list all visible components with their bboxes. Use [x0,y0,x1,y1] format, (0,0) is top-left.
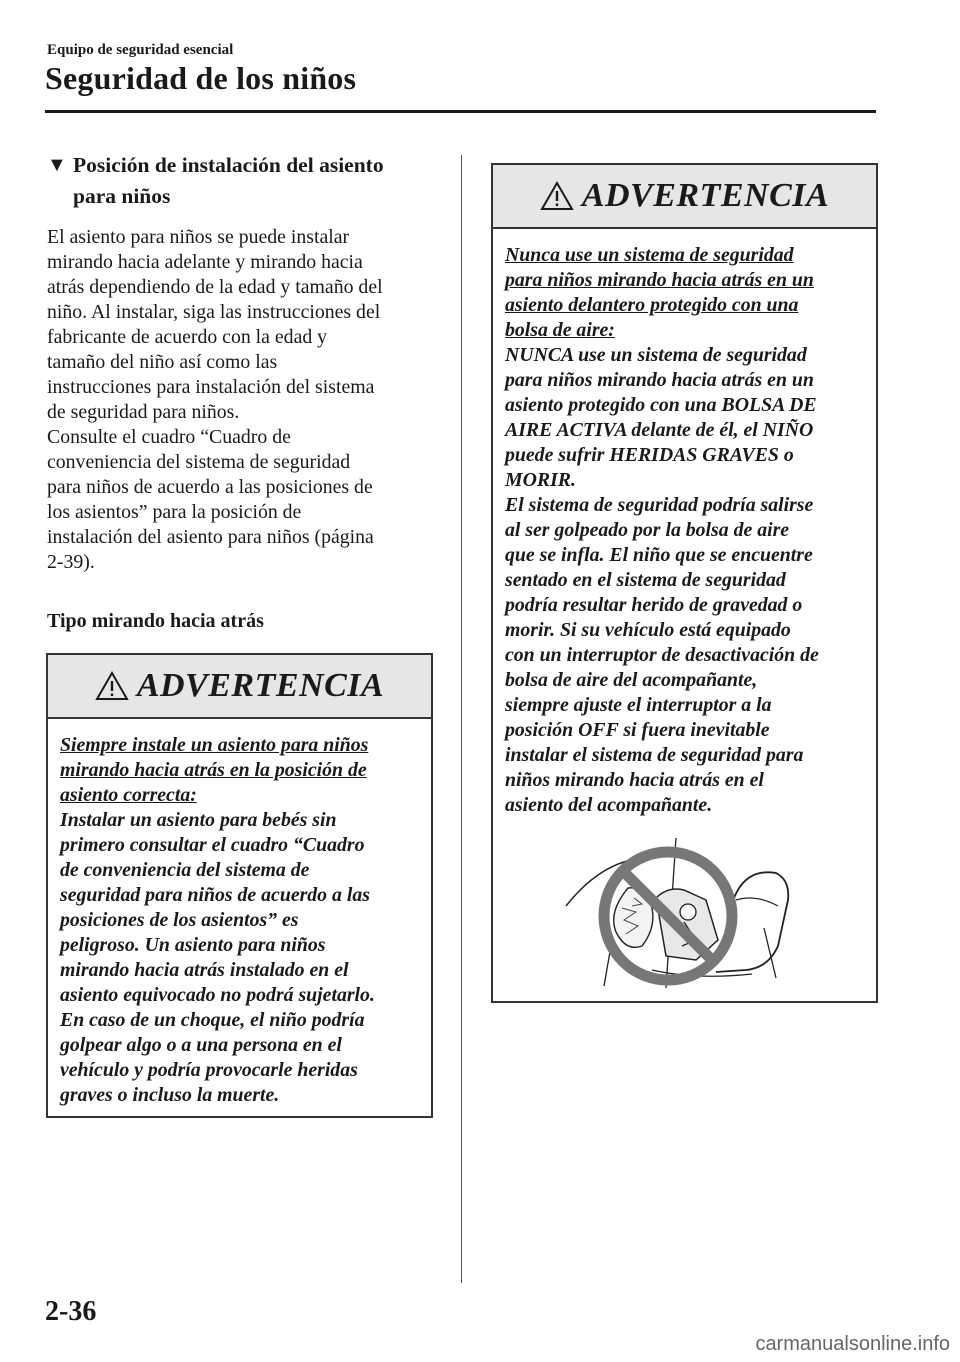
warning-triangle-icon [95,671,129,701]
warning-text-line: peligroso. Un asiento para niños [60,934,326,956]
warning-text-line: vehículo y podría provocarle heridas [60,1059,358,1081]
no-rear-facing-seat-airbag-illustration [556,828,796,988]
down-triangle-icon: ▼ [47,154,67,176]
warning-body [493,229,876,832]
warning-text-line: golpear algo o a una persona en el [60,1034,342,1056]
page-number: 2-36 [45,1296,97,1327]
warning-text-line: bolsa de aire del acompañante, [505,669,758,691]
body-line: fabricante de acuerdo con la edad y [47,326,328,348]
warning-text-line: seguridad para niños de acuerdo a las [60,884,370,906]
page-title: Seguridad de los niños [45,60,357,96]
body-line: atrás dependiendo de la edad y tamaño del [47,276,383,298]
warning-text-line: de conveniencia del sistema de [60,859,310,881]
body-line: niño. Al instalar, siga las instrucciones del [47,301,381,323]
warning-lead-line: Siempre instale un asiento para niños [60,734,369,756]
body-line: 2-39). [47,551,95,573]
body-line: instrucciones para instalación del sistema [47,376,375,398]
warning-text-line: niños mirando hacia atrás en el [505,769,764,791]
body-paragraph [47,225,439,575]
column-divider [461,155,462,1283]
body-line: mirando hacia adelante y mirando hacia [47,251,363,273]
warning-text-line: El sistema de seguridad podría salirse [505,494,814,516]
warning-text-line: instalar el sistema de seguridad para [505,744,804,766]
body-line: los asientos” para la posición de [47,501,302,523]
warning-label: ADVERTENCIA [136,667,385,704]
header-divider [45,110,876,113]
warning-text-line: asiento del acompañante. [505,794,713,816]
warning-text-line: podría resultar herido de gravedad o [505,594,803,616]
warning-text-line: graves o incluso la muerte. [60,1084,280,1106]
warning-header [48,655,431,719]
warning-lead-line: mirando hacia atrás en la posición de [60,759,367,781]
warning-text-line: siempre ajuste el interruptor a la [505,694,772,716]
warning-text-line: puede sufrir HERIDAS GRAVES o [505,444,794,466]
warning-text-line: sentado en el sistema de seguridad [505,569,786,591]
body-line: Consulte el cuadro “Cuadro de [47,426,291,448]
warning-text-line: AIRE ACTIVA delante de él, el NIÑO [505,419,814,441]
warning-text-line: Instalar un asiento para bebés sin [60,809,337,831]
body-line: para niños de acuerdo a las posiciones de [47,476,373,498]
warning-text-line: NUNCA use un sistema de seguridad [505,344,807,366]
warning-text-line: MORIR. [505,469,576,491]
warning-text-line: primero consultar el cuadro “Cuadro [60,834,365,856]
body-line: instalación del asiento para niños (página [47,526,374,548]
section-label: Equipo de seguridad esencial [47,42,234,58]
warning-lead-line: asiento delantero protegido con una [505,294,799,316]
warning-box-left [46,653,433,1118]
warning-text-line: posiciones de los asientos” es [60,909,299,931]
warning-text-line: con un interruptor de desactivación de [505,644,819,666]
left-column [47,150,439,633]
heading-line: para niños [73,184,171,208]
body-line: de seguridad para niños. [47,401,240,423]
warning-lead-line: asiento correcta: [60,784,197,806]
warning-label: ADVERTENCIA [581,177,830,214]
body-line: El asiento para niños se puede instalar [47,226,350,248]
warning-box-right [491,163,878,1003]
warning-text-line: al ser golpeado por la bolsa de aire [505,519,790,541]
watermark: carmanualsonline.info [755,1333,950,1355]
section-heading [47,150,439,212]
warning-body [48,719,431,1122]
warning-text-line: asiento equivocado no podrá sujetarlo. [60,984,375,1006]
body-line: tamaño del niño así como las [47,351,278,373]
warning-lead-line: Nunca use un sistema de seguridad [505,244,794,266]
warning-lead-line: bolsa de aire: [505,319,615,341]
heading-line: Posición de instalación del asiento [73,153,384,177]
warning-text-line: para niños mirando hacia atrás en un [505,369,814,391]
body-line: conveniencia del sistema de seguridad [47,451,351,473]
subheading: Tipo mirando hacia atrás [47,610,264,632]
warning-header [493,165,876,229]
warning-text-line: mirando hacia atrás instalado en el [60,959,349,981]
warning-text-line: morir. Si su vehículo está equipado [505,619,791,641]
warning-text-line: En caso de un choque, el niño podría [60,1009,365,1031]
warning-text-line: posición OFF si fuera inevitable [505,719,770,741]
warning-text-line: asiento protegido con una BOLSA DE [505,394,817,416]
warning-text-line: que se infla. El niño que se encuentre [505,544,813,566]
warning-lead-line: para niños mirando hacia atrás en un [505,269,814,291]
warning-triangle-icon [540,181,574,211]
